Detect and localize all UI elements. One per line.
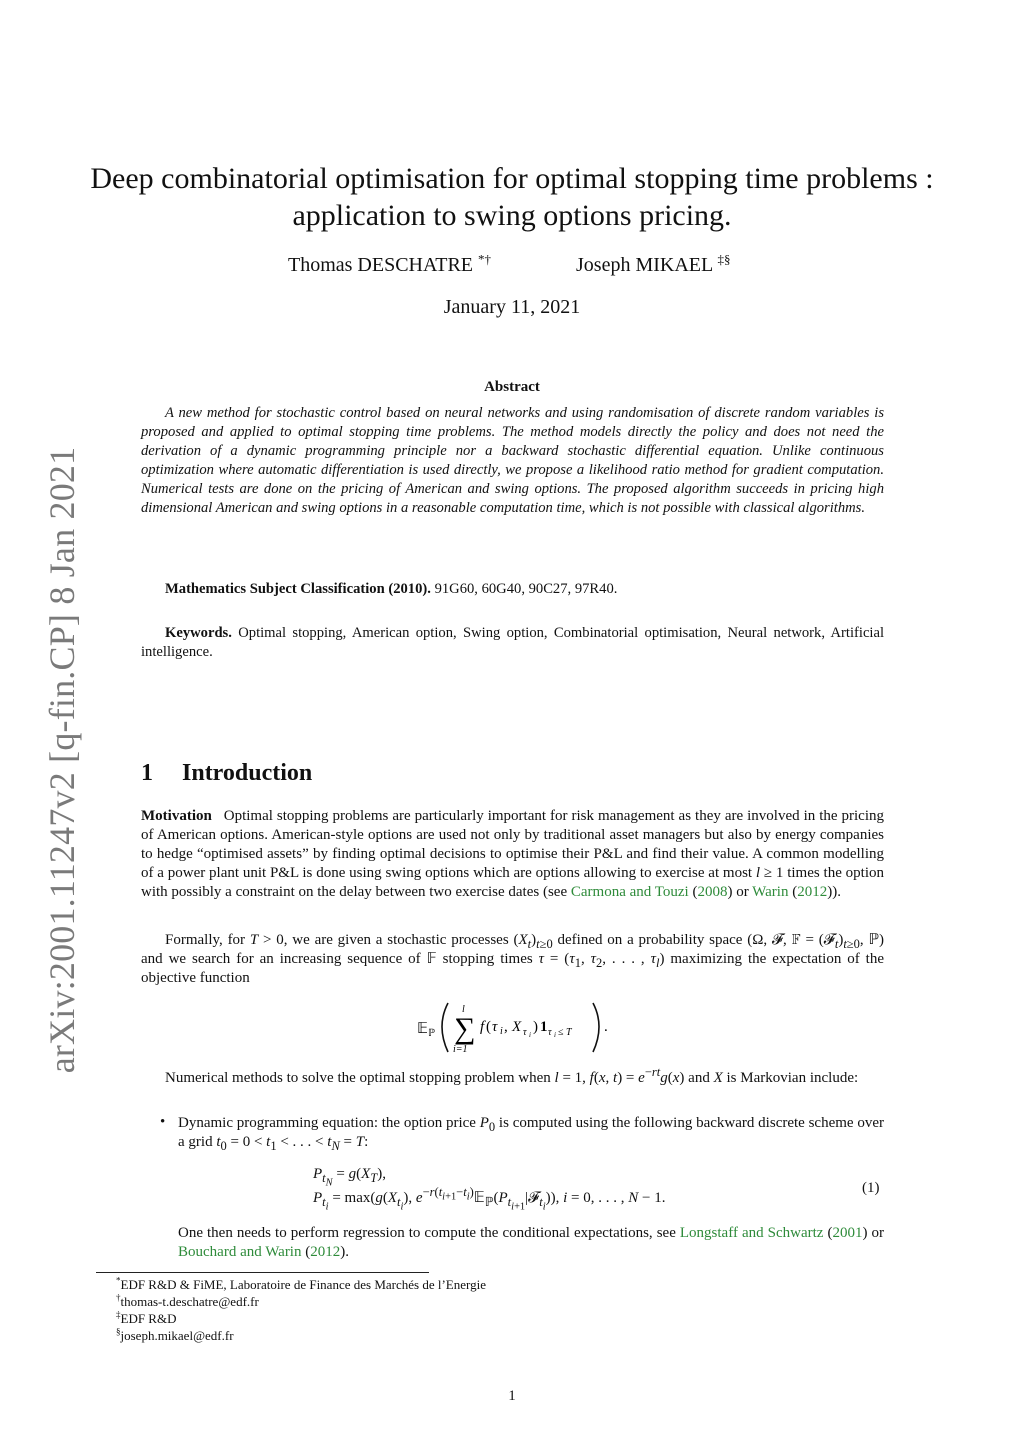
footnote-2-text: thomas-t.deschatre@edf.fr [120,1294,259,1309]
section-number: 1 [141,760,153,786]
svg-text:(: ( [486,1019,491,1035]
msc-value: 91G60, 60G40, 90C27, 97R40. [434,581,618,597]
motivation-paragraph: Motivation Optimal stopping problems are particularly important for risk management as they are involved in the pricing of American options. American-style options are used not only by traditional asset managers but also by energy companies to hedge “optimised assets” by finding optimal decisions to optimise their P&L and find their value. A common modelling of a power plant unit P&L is done using swing options which are options allowing to exercise at most l ≥ 1 times the option with possibly a constraint on the delay between two exercise dates (see Carmona and Touzi (2008) or Warin (2012)). [141,808,884,900]
citation-warin[interactable]: Warin [752,884,789,900]
svg-text:τ: τ [492,1019,498,1035]
svg-text:∑: ∑ [454,1012,476,1045]
numerical-paragraph: Numerical methods to solve the optimal stopping problem when l = 1, f(x, $t) = e^{-rt}g(x)$ and X is Markovian include: [165,1065,859,1086]
bullet-marker: • [160,1114,166,1130]
author-1-marks: *† [478,251,491,267]
page-number: 1 [508,1388,516,1404]
svg-text:): ) [533,1019,538,1035]
author-1 [288,251,491,277]
bullet-text-1: Dynamic programming equation: the option price [178,1115,480,1131]
numerical-text-2: and [684,1070,714,1086]
svg-text:l: l [462,1004,465,1015]
svg-text:i=1: i=1 [453,1044,468,1055]
footnote-4 [116,1327,486,1344]
citation-carmona-touzi-year[interactable]: 2008 [697,884,728,900]
citation-longstaff-schwartz[interactable]: Longstaff and Schwartz [679,1225,824,1241]
author-2-marks: ‡§ [717,251,731,267]
svg-text:i: i [554,1031,556,1039]
formally-paragraph: Formally, for T > 0, we are given a stochastic processes $(X_t)_{t\ge 0}$ defined on a probability space (Ω, 𝓕, 𝔽 = $(𝓕_t)_{t\ge 0}$, ℙ) and we search for an increasing sequence of 𝔽 stopping times $\tau = (\tau_1$, $\tau_2$, . . . , $\tau_l$) maximizing the expectation of the objective function [141,932,884,986]
msc-label: Mathematics Subject Classification (2010). [165,581,431,597]
footnote-rule [96,1272,429,1273]
citation-bouchard-warin-year[interactable]: 2012 [310,1244,341,1260]
bullet-item-dynamic-programming: Dynamic programming equation: the option price $P_0$ is computed using the following backward discrete scheme over a grid $t_0 = 0 < t_1$ < . . . < $t_N = T$: [178,1115,885,1153]
formally-text-1: Formally, for [165,932,250,948]
svg-text:≤: ≤ [558,1027,564,1038]
svg-text:f: f [480,1019,485,1035]
formally-text-4: and we search for an increasing sequence of [141,951,427,967]
svg-text:1: 1 [540,1019,548,1035]
arxiv-identifier: arXiv:2001.11247v2 [q-fin.CP] 8 Jan 2021 [42,446,82,1074]
section-title: Introduction [182,760,313,786]
svg-text:i: i [529,1031,531,1039]
footnote-3 [116,1310,486,1327]
abstract-text: A new method for stochastic control based on neural networks and using randomisation of discrete random variables is proposed and applied to optimal stopping time problems. The method models directly the policy and does not need the derivation of a dynamic programming principle nor a backward stochastic differential equation. Unlike continuous optimization where automatic differentiation is used directly, we propose a likelihood ratio method for gradient computation. Numerical tests are done on the pricing of American and swing options. The proposed algorithm succeeds in pricing high dimensional American and swing options in a reasonable computation time, which is not possible with classical algorithms. [141,405,884,516]
msc-line [141,580,884,599]
svg-text:T: T [566,1027,572,1038]
footnote-2-mark: † [116,1292,121,1303]
footnote-3-mark: ‡ [116,1309,121,1320]
svg-text:τ: τ [523,1027,527,1038]
motivation-end: )). [827,884,841,900]
backward-scheme-line-1: $P_{t_N} = g(X_T)$, [313,1166,386,1189]
footnote-4-text: joseph.mikael@edf.fr [120,1328,234,1343]
footnote-3-text: EDF R&D [120,1311,177,1326]
keywords-value: Optimal stopping, American option, Swing option, Combinatorial optimisation, Neural network, Artificial intelligence. [141,625,885,660]
footnotes [116,1276,486,1344]
citation-longstaff-schwartz-year[interactable]: 2001 [832,1225,863,1241]
keywords-line [141,624,884,662]
keywords-label: Keywords. [165,625,232,641]
regression-end: ). [340,1244,349,1260]
numerical-text-3: is Markovian include: [722,1070,859,1086]
svg-text:𝔼: 𝔼 [417,1021,428,1037]
citation-warin-year[interactable]: 2012 [797,884,828,900]
equation-number: (1) [862,1180,880,1196]
footnote-1 [116,1276,486,1293]
regression-or: or [871,1225,885,1241]
svg-text:ℙ: ℙ [428,1028,436,1039]
svg-text:,: , [504,1019,508,1035]
bullet-text-2: is computed using the following backward discrete scheme over a grid [178,1115,885,1150]
formally-text-3: defined on a probability space [552,932,748,948]
footnote-2 [116,1293,486,1310]
svg-text:τ: τ [548,1027,552,1038]
svg-text:i: i [500,1026,503,1037]
motivation-text-2: times the option with possibly a constraint on the delay between two exercise dates (see [141,865,884,900]
objective-equation-svg [0,1000,1024,1060]
footnote-1-mark: * [116,1275,121,1286]
backward-scheme-line-2: $P_{t_i} = \max(g(X_{t_i})$, $e^{-r(t_{i+1}-t_i)}𝔼_ℙ(P_{t_{i+1}}|𝓕_{t_i})$), i = 0, . . . , N − 1. [313,1185,666,1213]
citation-carmona-touzi[interactable]: Carmona and Touzi [570,884,689,900]
formally-text-2: , we are given a stochastic processes [283,932,514,948]
paper-date: January 11, 2021 [443,296,581,318]
footnote-4-mark: § [116,1326,121,1337]
regression-paragraph: One then needs to perform regression to compute the conditional expectations, see Longstaff and Schwartz (2001) or Bouchard and Warin (2012). [178,1225,885,1260]
numerical-text-1: Numerical methods to solve the optimal stopping problem when [165,1070,555,1086]
regression-text-1: One then needs to perform regression to compute the conditional expectations, see [178,1225,680,1241]
objective-equation [0,1000,1024,1060]
citation-bouchard-warin[interactable]: Bouchard and Warin [178,1244,302,1260]
footnote-1-text: EDF R&D & FiME, Laboratoire de Finance des Marchés de l’Energie [120,1277,486,1292]
motivation-heading: Motivation [141,808,212,824]
author-2 [576,251,731,277]
svg-text:X: X [512,1019,522,1035]
motivation-or: or [736,884,749,900]
author-1-name: Thomas DESCHATRE [288,254,473,276]
backward-scheme-equation [313,1162,666,1213]
formally-text-5: stopping times [436,951,539,967]
author-2-name: Joseph MIKAEL [576,254,713,276]
paper-title: Deep combinatorial optimisation for optimal stopping time problems : application to swing options pricing. [90,162,934,232]
svg-text:.: . [604,1019,608,1035]
formally-text-6: maximizing the expectation of the objective function [141,951,884,986]
abstract-heading: Abstract [484,379,540,395]
motivation-text-1: Optimal stopping problems are particularly important for risk management as they are involved in the pricing of American options. American-style options are used not only by traditional asset managers but also by energy companies to hedge “optimised assets” by finding optimal decisions to optimise their P&L and find their value. A common modelling of a power plant unit P&L is done using swing options which are options allowing to exercise at most [141,808,884,881]
section-heading [141,760,312,787]
